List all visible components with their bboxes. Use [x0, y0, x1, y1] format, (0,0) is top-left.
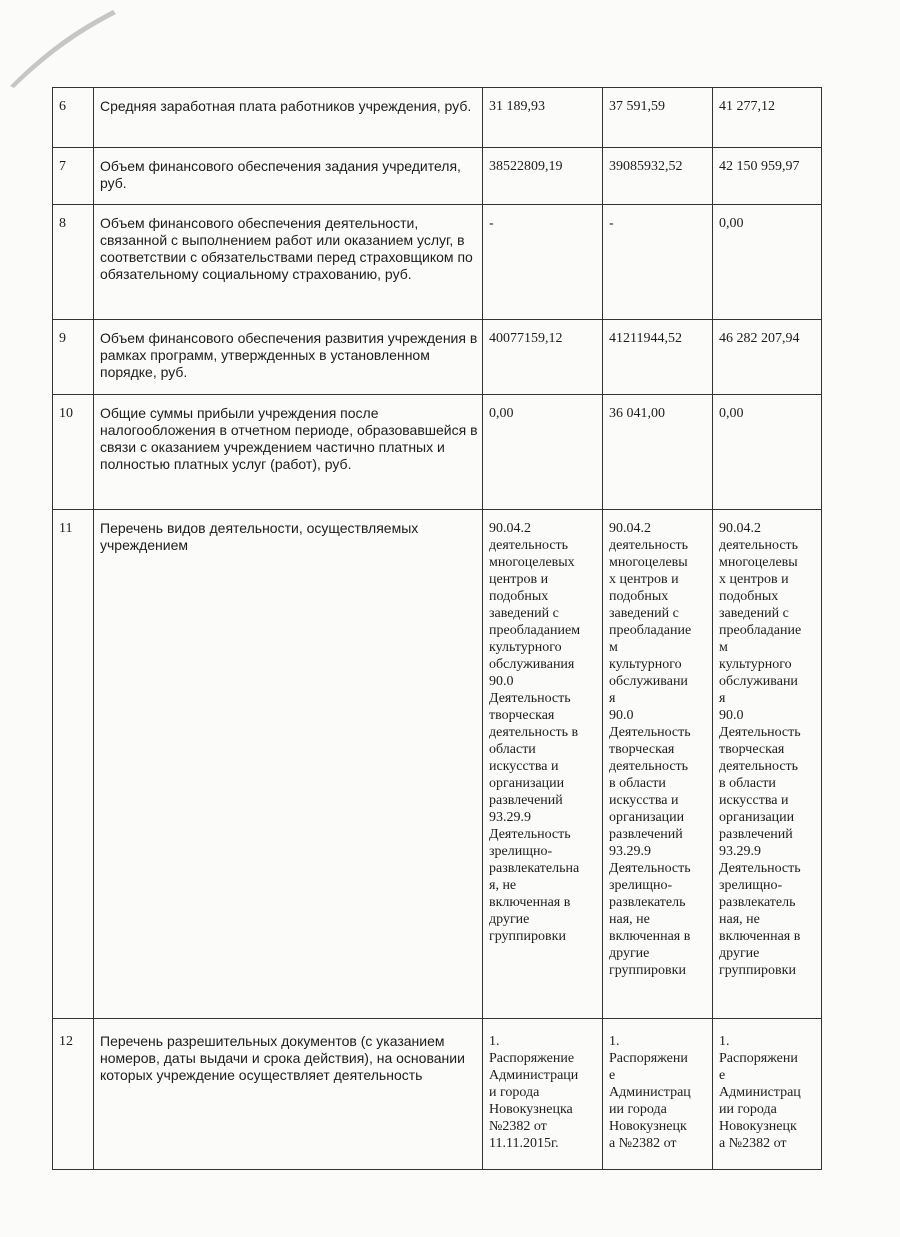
table-row: [53, 148, 822, 205]
table-row: [53, 395, 822, 510]
row-description: Перечень видов деятельности, осуществляемых учреждением: [94, 510, 483, 1019]
row-number: 10: [53, 395, 94, 510]
row-description: Объем финансового обеспечения деятельности, связанной с выполнением работ или оказанием услуг, в соответствии с обязательствами перед страховщиком по обязательному социальному страхованию, руб.: [94, 205, 483, 320]
value-col-1: 90.04.2 деятельность многоцелевых центров и подобных заведений с преобладанием культурного обслуживания 90.0 Деятельность творческая деятельность в области искусства и организации развлечений 93.29.9 Деятельность зрелищно- развлекательна я, не включенная в другие группировки: [483, 510, 603, 1019]
row-number: 12: [53, 1019, 94, 1170]
value-col-2: 90.04.2 деятельность многоцелевы х центров и подобных заведений с преобладание м культурного обслуживани я 90.0 Деятельность творческая деятельность в области искусства и организации развлечений 93.29.9 Деятельность зрелищно- развлекатель ная, не включенная в другие группировки: [603, 510, 713, 1019]
value-col-3: 0,00: [713, 205, 822, 320]
value-col-3: 42 150 959,97: [713, 148, 822, 205]
row-number: 9: [53, 320, 94, 395]
row-number: 8: [53, 205, 94, 320]
value-col-3: 46 282 207,94: [713, 320, 822, 395]
value-col-3: 0,00: [713, 395, 822, 510]
row-description: Средняя заработная плата работников учреждения, руб.: [94, 88, 483, 148]
value-col-1: 31 189,93: [483, 88, 603, 148]
row-number: 7: [53, 148, 94, 205]
report-table: [52, 87, 822, 1170]
row-description: Объем финансового обеспечения развития учреждения в рамках программ, утвержденных в установленном порядке, руб.: [94, 320, 483, 395]
value-col-1: 0,00: [483, 395, 603, 510]
value-col-2: 41211944,52: [603, 320, 713, 395]
value-col-1: 1. Распоряжение Администраци и города Новокузнецка №2382 от 11.11.2015г.: [483, 1019, 603, 1170]
table-row: [53, 205, 822, 320]
table-row: [53, 320, 822, 395]
value-col-1: 40077159,12: [483, 320, 603, 395]
value-col-1: -: [483, 205, 603, 320]
scan-edge-shadow: [8, 8, 118, 88]
value-col-3: 41 277,12: [713, 88, 822, 148]
value-col-2: -: [603, 205, 713, 320]
row-description: Перечень разрешительных документов (с указанием номеров, даты выдачи и срока действия), на основании которых учреждение осуществляет деятельность: [94, 1019, 483, 1170]
row-description: Общие суммы прибыли учреждения после налогообложения в отчетном периоде, образовавшейся в связи с оказанием учреждением частично платных и полностью платных услуг (работ), руб.: [94, 395, 483, 510]
value-col-2: 1. Распоряжени е Администрац ии города Новокузнецк а №2382 от: [603, 1019, 713, 1170]
table-row: [53, 1019, 822, 1170]
table-row: [53, 88, 822, 148]
value-col-3: 90.04.2 деятельность многоцелевы х центров и подобных заведений с преобладание м культурного обслуживани я 90.0 Деятельность творческая деятельность в области искусства и организации развлечений 93.29.9 Деятельность зрелищно- развлекатель ная, не включенная в другие группировки: [713, 510, 822, 1019]
value-col-2: 37 591,59: [603, 88, 713, 148]
table-row: [53, 510, 822, 1019]
value-col-3: 1. Распоряжени е Администрац ии города Новокузнецк а №2382 от: [713, 1019, 822, 1170]
row-description: Объем финансового обеспечения задания учредителя, руб.: [94, 148, 483, 205]
value-col-1: 38522809,19: [483, 148, 603, 205]
value-col-2: 39085932,52: [603, 148, 713, 205]
row-number: 11: [53, 510, 94, 1019]
row-number: 6: [53, 88, 94, 148]
value-col-2: 36 041,00: [603, 395, 713, 510]
